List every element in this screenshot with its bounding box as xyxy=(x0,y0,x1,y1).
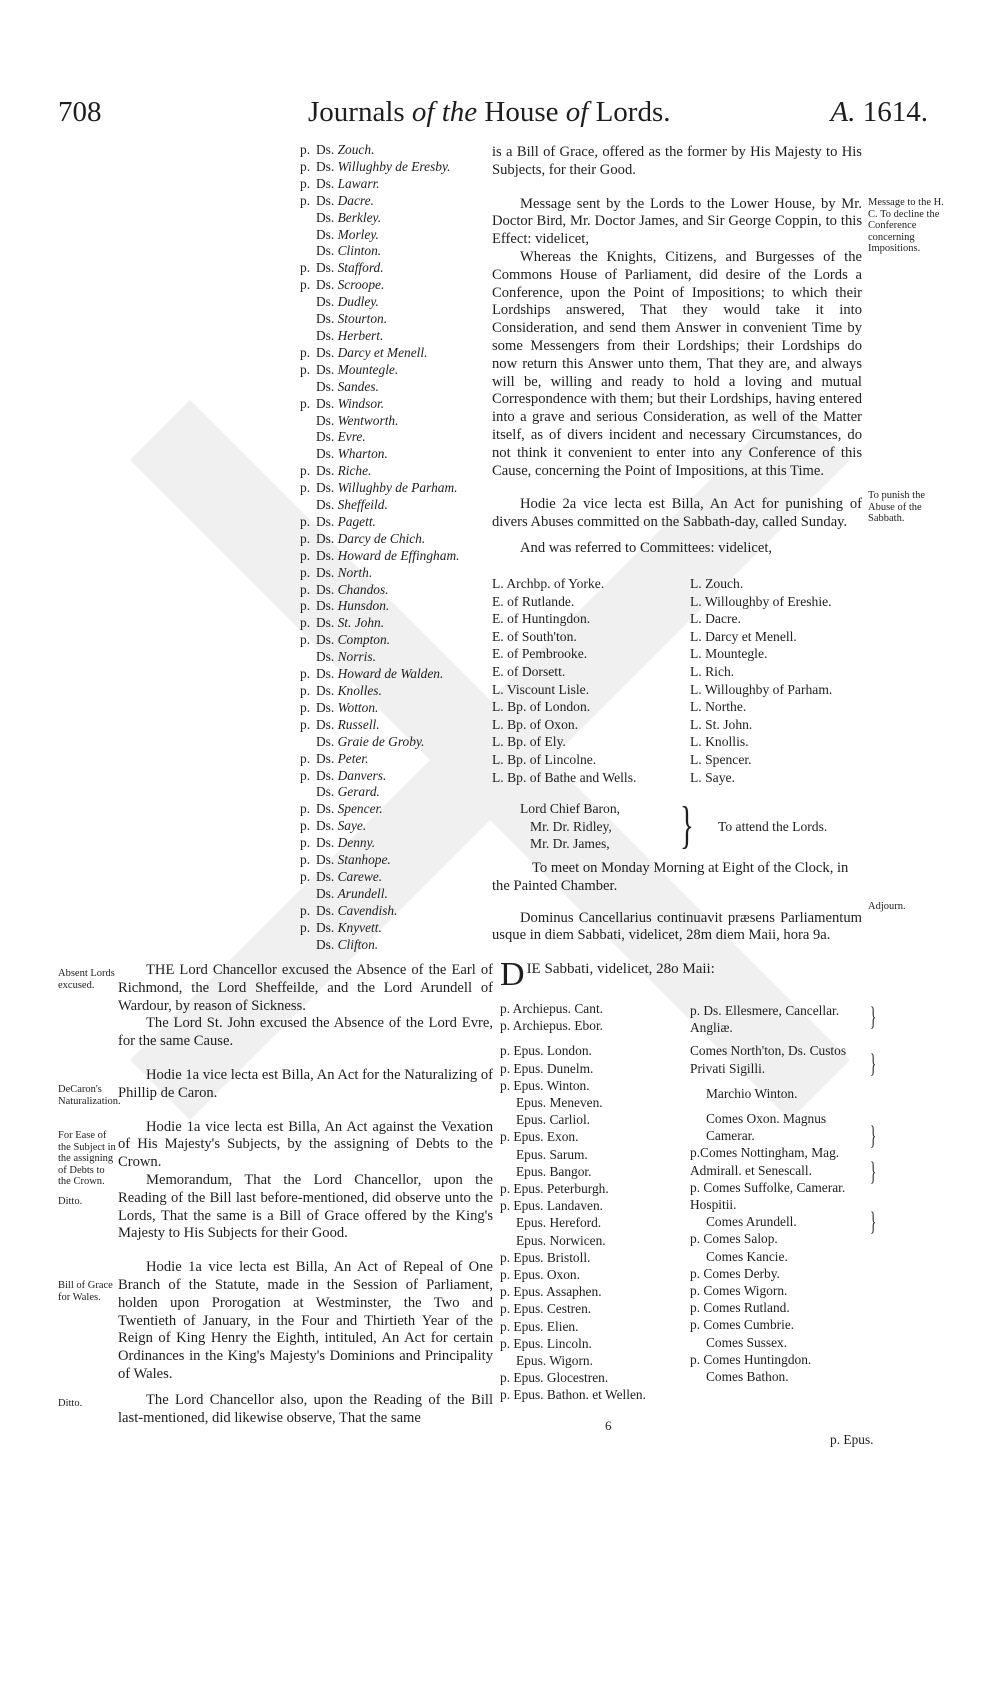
para-adjourn: Dominus Cancellarius continuavit præsens Parliamentum usque in diem Sabbati, videlicet, 28m diem Maii, hora 9a. xyxy=(492,909,862,944)
committee-member: L. Dacre. xyxy=(690,611,741,627)
para-memorandum: Memorandum, That the Lord Chancellor, upon the Reading of the Bill last before-mentioned, did observe unto the Lords, That the same is a Bill of Grace offered by the King's Majesty to His Subjects for their Good. xyxy=(118,1171,493,1242)
committee-member: L. Bp. of London. xyxy=(492,699,591,715)
peer-row-40: p. Ds. Spencer. xyxy=(300,801,383,817)
peer-row-22: Ds. Sheffeild. xyxy=(316,497,388,513)
peer-row-38: p. Ds. Danvers. xyxy=(300,767,387,783)
attendee: p. Comes Rutland. xyxy=(690,1300,790,1316)
attendee: Comes Sussex. xyxy=(706,1334,788,1350)
para-whereas: Whereas the Knights, Citizens, and Burgesses of the Commons House of Parliament, did desire of the Lords a Conference, upon the Point of Impositions; to which their Lordships answered, That they would take it into Consideration, and send them Answer in convenient Time by some Messengers from their Lordships; their Lordships do now return this Answer unto them, That they are, and always will be, willing and ready to hold a loving and mutual Correspondence with them; but their Lordships, having entered into a grave and serious Consideration, as well of the Matter itself, as of divers incident and necessary Circumstances, do not think it convenient to enter into any Conference of this Cause, concerning the Point of Impositions, at this Time. xyxy=(492,248,862,479)
attendee: Epus. Carliol. xyxy=(516,1112,591,1128)
attendee: p. Epus. Assaphen. xyxy=(500,1284,602,1300)
margin-note-caron: DeCaron's Naturalization. xyxy=(58,1084,121,1107)
attendee: p. Epus. Bathon. et Wellen. xyxy=(500,1387,646,1403)
peer-row-42: p. Ds. Denny. xyxy=(300,835,376,851)
peer-row-32: p. Ds. Howard de Walden. xyxy=(300,666,444,682)
attendee: p. Comes Huntingdon. xyxy=(690,1351,812,1367)
committee-member: L. Bp. of Bathe and Wells. xyxy=(492,769,637,785)
attendee: p. Epus. Peterburgh. xyxy=(500,1181,609,1197)
peer-row-16: p. Ds. Windsor. xyxy=(300,395,385,411)
peer-row-17: Ds. Wentworth. xyxy=(316,412,399,428)
committee-member: L. Bp. of Lincolne. xyxy=(492,751,597,767)
peer-row-01: p. Ds. Zouch. xyxy=(300,142,375,157)
attendee: Epus. Meneven. xyxy=(516,1095,603,1111)
catchword: p. Epus. xyxy=(830,1432,874,1447)
attendee: p. Epus. London. xyxy=(500,1043,592,1059)
committee-member: E. of Dorsett. xyxy=(492,663,566,679)
peer-row-39: Ds. Gerard. xyxy=(316,784,380,800)
peer-row-41: p. Ds. Saye. xyxy=(300,818,367,834)
attendee: p.Comes Nottingham, Mag. Admirall. et Senescall. xyxy=(690,1145,840,1178)
peer-row-11: Ds. Stourton. xyxy=(316,311,388,327)
committee-right-list xyxy=(690,575,832,786)
peer-row-10: Ds. Dudley. xyxy=(316,294,379,310)
assistant: Mr. Dr. James, xyxy=(530,836,610,852)
committee-member: L. Spencer. xyxy=(690,751,752,767)
margin-note-ditto-2: Ditto. xyxy=(58,1398,83,1409)
attendee: p. Epus. Oxon. xyxy=(500,1267,580,1283)
attendee: Comes Kancie. xyxy=(706,1248,788,1264)
peer-row-03: p. Ds. Lawarr. xyxy=(300,175,380,191)
margin-note-wales: Bill of Grace for Wales. xyxy=(58,1280,113,1303)
committee-member: L. Viscount Lisle. xyxy=(492,681,590,697)
committee-member: L. Willoughby of Ereshie. xyxy=(690,593,832,609)
committee-member: E. of South'ton. xyxy=(492,628,577,644)
right-column xyxy=(492,144,862,558)
committee-left-list xyxy=(492,575,636,786)
meeting-block xyxy=(492,860,862,945)
attendee: Epus. Wigorn. xyxy=(516,1353,593,1369)
peer-row-05: Ds. Berkley. xyxy=(316,209,382,225)
peer-row-23: p. Ds. Pagett. xyxy=(300,513,376,529)
committee-member: E. of Rutlande. xyxy=(492,593,575,609)
small-brace-4: } xyxy=(870,1157,877,1186)
para-chancellor: The Lord Chancellor also, upon the Reading of the Bill last-mentioned, did likewise observe, That the same xyxy=(118,1391,493,1426)
peer-row-24: p. Ds. Darcy de Chich. xyxy=(300,530,426,546)
attendee: p. Epus. Glocestren. xyxy=(500,1370,609,1386)
left-column xyxy=(118,962,493,1427)
peer-row-46: p. Ds. Cavendish. xyxy=(300,902,398,918)
attendee: p. Comes Derby. xyxy=(690,1265,780,1281)
peer-row-27: p. Ds. Chandos. xyxy=(300,581,389,597)
peer-row-14: p. Ds. Mountegle. xyxy=(300,361,399,377)
committee-member: L. Mountegle. xyxy=(690,646,768,662)
attendee: p. Epus. Bristoll. xyxy=(500,1249,591,1265)
margin-note-sabbath: To punish the Abuse of the Sabbath. xyxy=(868,490,926,525)
assistants-note: To attend the Lords. xyxy=(718,819,828,834)
para-absent-1: THE Lord Chancellor excused the Absence of the Earl of Richmond, the Lord Sheffeilde, and the Lord Arundell of Wardour, by reason of Sickness. xyxy=(118,962,493,1014)
para-vexation: Hodie 1a vice lecta est Billa, An Act against the Vexation of His Majesty's Subjects, by the assigning of Debts to the Crown. xyxy=(118,1118,493,1171)
margin-note-adjourn: Adjourn. xyxy=(868,901,906,912)
attendee: Comes Oxon. Magnus Camerar. xyxy=(706,1111,827,1144)
para-bill-of-grace: is a Bill of Grace, offered as the former by His Majesty to His Subjects, for their Good. xyxy=(492,144,862,178)
page-header xyxy=(58,96,928,138)
margin-note-ease: For Ease of the Subject in the assigning of Debts to the Crown. xyxy=(58,1130,116,1188)
peer-row-26: p. Ds. North. xyxy=(300,564,373,580)
peer-row-18: Ds. Evre. xyxy=(316,429,366,445)
peer-row-43: p. Ds. Stanhope. xyxy=(300,852,391,868)
attendee: Comes Bathon. xyxy=(706,1369,789,1385)
attendance-column-1 xyxy=(500,1000,646,1404)
peer-row-13: p. Ds. Darcy et Menell. xyxy=(300,344,428,360)
para-absent-2: The Lord St. John excused the Absence of the Lord Evre, for the same Cause. xyxy=(118,1015,493,1050)
spacer xyxy=(500,1034,646,1042)
page-number: 708 xyxy=(58,96,102,128)
attendee: Marchio Winton. xyxy=(706,1085,798,1101)
committee-member: L. Bp. of Ely. xyxy=(492,734,566,750)
para-referred: And was referred to Committees: videlicet, xyxy=(520,539,773,556)
committee-member: L. Bp. of Oxon. xyxy=(492,716,579,732)
assistants-list xyxy=(520,800,620,853)
committee-member: L. Archbp. of Yorke. xyxy=(492,576,605,591)
attendee: Comes North'ton, Ds. Custos Privati Sigilli. xyxy=(690,1043,847,1076)
committee-member: L. St. John. xyxy=(690,716,753,732)
peer-row-20: p. Ds. Riche. xyxy=(300,463,372,479)
small-brace-5: } xyxy=(870,1207,877,1236)
attendee: p. Archiepus. Cant. xyxy=(500,1001,604,1016)
small-brace-3: } xyxy=(870,1121,877,1150)
peer-row-04: p. Ds. Dacre. xyxy=(300,192,374,208)
assistant: Mr. Dr. Ridley, xyxy=(530,818,612,834)
day-heading-text: IE Sabbati, videlicet, 28o Maii: xyxy=(526,961,715,977)
attendee: p. Epus. Cestren. xyxy=(500,1301,592,1317)
peer-row-28: p. Ds. Hunsdon. xyxy=(300,598,390,614)
attendee: p. Epus. Exon. xyxy=(500,1129,579,1145)
peer-row-02: p. Ds. Willughby de Eresby. xyxy=(300,158,451,174)
para-meet: To meet on Monday Morning at Eight of the Clock, in the Painted Chamber. xyxy=(492,860,849,894)
journal-title: Journals of the House of Lords. xyxy=(308,96,671,128)
attendance-column-2 xyxy=(690,1002,865,1385)
attendee: Epus. Hereford. xyxy=(516,1215,602,1231)
margin-note-absent: Absent Lords excused. xyxy=(58,968,115,991)
margin-note-message: Message to the H. C. To decline the Conference concerning Impositions. xyxy=(868,197,944,255)
assistant: Lord Chief Baron, xyxy=(520,801,621,816)
attendee: Epus. Sarum. xyxy=(516,1146,588,1162)
committee-member: L. Rich. xyxy=(690,663,735,679)
saturday-heading xyxy=(500,956,870,993)
attendee: Epus. Bangor. xyxy=(516,1163,592,1179)
peer-row-09: p. Ds. Scroope. xyxy=(300,277,385,293)
attendee: p. Archiepus. Ebor. xyxy=(500,1018,604,1034)
para-caron: Hodie 1a vice lecta est Billa, An Act for the Naturalizing of Phillip de Caron. xyxy=(118,1066,493,1101)
peer-row-34: p. Ds. Wotton. xyxy=(300,699,379,715)
signature-mark: 6 xyxy=(605,1418,612,1433)
attendee: p. Comes Salop. xyxy=(690,1231,778,1247)
attendee: p. Comes Cumbrie. xyxy=(690,1317,795,1333)
peer-row-37: p. Ds. Peter. xyxy=(300,750,369,766)
attendee: p. Comes Suffolke, Camerar. Hospitii. xyxy=(690,1179,846,1213)
peer-row-15: Ds. Sandes. xyxy=(316,378,379,394)
para-message: Message sent by the Lords to the Lower House, by Mr. Doctor Bird, Mr. Doctor James, and Sir George Coppin, to this Effect: videlicet, xyxy=(492,195,862,248)
attendee: p. Comes Wigorn. xyxy=(690,1283,788,1299)
peer-row-47: p. Ds. Knyvett. xyxy=(300,919,382,935)
peer-row-44: p. Ds. Carewe. xyxy=(300,868,383,884)
committee-member: L. Northe. xyxy=(690,699,747,715)
peer-row-48: Ds. Clifton. xyxy=(316,936,379,952)
peer-row-21: p. Ds. Willughby de Parham. xyxy=(300,480,458,496)
attendee: p. Epus. Dunelm. xyxy=(500,1060,594,1076)
attendee: Comes Arundell. xyxy=(706,1214,797,1230)
drop-cap: D xyxy=(500,956,525,993)
peer-row-29: p. Ds. St. John. xyxy=(300,615,385,631)
peer-row-06: Ds. Morley. xyxy=(316,226,379,242)
peer-row-08: p. Ds. Stafford. xyxy=(300,260,384,276)
peer-row-30: p. Ds. Compton. xyxy=(300,632,391,648)
committee-member: L. Darcy et Menell. xyxy=(690,628,797,644)
small-brace-2: } xyxy=(870,1049,877,1078)
committee-member: L. Saye. xyxy=(690,769,735,785)
committee-member: E. of Huntingdon. xyxy=(492,611,591,627)
attendee: p. Epus. Lincoln. xyxy=(500,1335,592,1351)
para-wales: Hodie 1a vice lecta est Billa, An Act of Repeal of One Branch of the Statute, made in the Session of Parliament, holden upon Prorogation at Westminster, the Two and Twentieth of January, in the Four and Thirtieth Year of the Reign of King Henry the Eighth, intituled, An Act for certain Ordinances in the King's Majesty's Dominions and Principality of Wales. xyxy=(118,1259,493,1382)
peer-row-31: Ds. Norris. xyxy=(316,649,376,665)
peer-row-12: Ds. Herbert. xyxy=(316,327,384,343)
attendee: p. Epus. Winton. xyxy=(500,1077,590,1093)
peer-row-07: Ds. Clinton. xyxy=(316,243,382,259)
attendee: p. Epus. Landaven. xyxy=(500,1198,604,1214)
peer-row-25: p. Ds. Howard de Effingham. xyxy=(300,547,460,563)
journal-year: A. 1614. xyxy=(830,96,928,128)
brace-glyph: } xyxy=(680,797,694,854)
committee-member: L. Willoughby of Parham. xyxy=(690,681,833,697)
attendee: p. Epus. Elien. xyxy=(500,1318,579,1334)
peer-row-36: Ds. Graie de Groby. xyxy=(316,733,425,749)
peer-row-35: p. Ds. Russell. xyxy=(300,716,380,732)
attendee: Epus. Norwicen. xyxy=(516,1232,606,1248)
committee-member: L. Zouch. xyxy=(690,576,744,591)
para-sabbath-bill: Hodie 2a vice lecta est Billa, An Act for punishing of divers Abuses committed on the Sabbath-day, called Sunday. xyxy=(492,496,862,531)
attendee: p. Ds. Ellesmere, Cancellar. Angliæ. xyxy=(690,1003,840,1036)
peer-row-45: Ds. Arundell. xyxy=(316,885,388,901)
peer-row-19: Ds. Wharton. xyxy=(316,446,388,462)
committee-member: L. Knollis. xyxy=(690,734,749,750)
small-brace-1: } xyxy=(870,1002,877,1031)
peer-row-33: p. Ds. Knolles. xyxy=(300,683,382,698)
margin-note-ditto-1: Ditto. xyxy=(58,1196,83,1207)
peers-list xyxy=(300,142,500,954)
committee-member: E. of Pembrooke. xyxy=(492,646,588,662)
